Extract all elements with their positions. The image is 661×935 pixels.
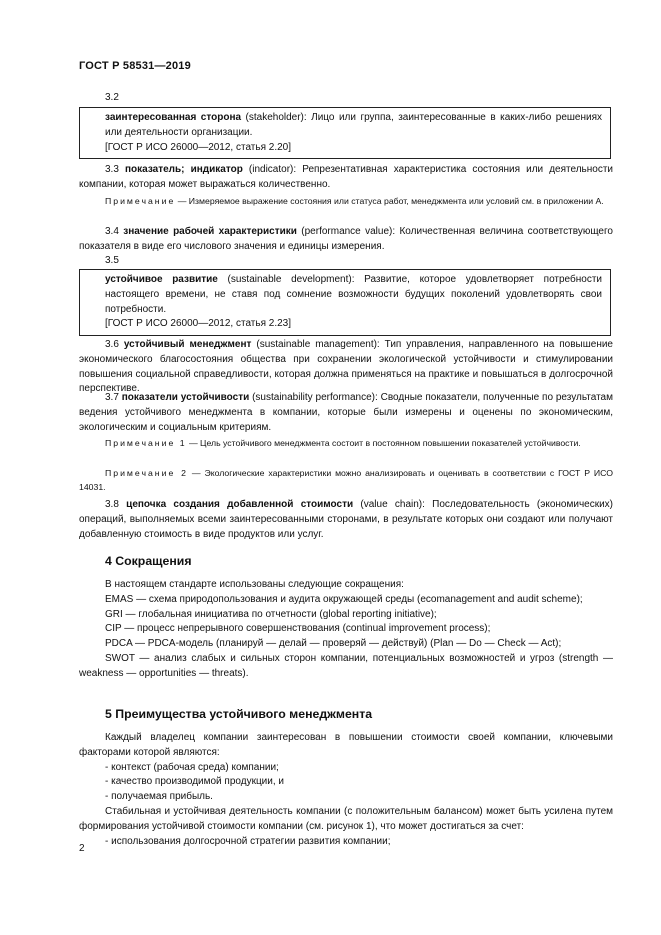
term-title: показатель; индикатор <box>124 164 243 175</box>
term-number: 3.3 <box>105 164 125 175</box>
term-number: 3.7 <box>105 392 122 403</box>
abbreviation-item: CIP — процесс непрерывного совершенствования (continual improvement process); <box>105 623 491 635</box>
term-number: 3.2 <box>105 92 119 103</box>
term-title: показатели устойчивости <box>121 392 250 403</box>
term-3-7 <box>79 391 613 435</box>
term-3-8 <box>79 498 613 542</box>
term-reference: [ГОСТ Р ИСО 26000—2012, статья 2.20] <box>105 141 292 153</box>
term-box-3-2 <box>79 107 611 159</box>
paragraph: Стабильная и устойчивая деятельность компании (с положительным балансом) может быть усилена путем формирования устойчивой стоимости компании (см. рисунок 1), что может достигаться за счет: <box>79 805 613 832</box>
note-3-3 <box>79 195 613 209</box>
term-definition: (sustainability performance): Сводные показатели, полученные по результатам ведения устойчивого менеджмента в компании, которые были измерены и оценены по экономическим, экологическим и социальным критериям. <box>79 392 613 433</box>
abbreviation-item: GRI — глобальная инициатива по отчетности (global reporting initiative); <box>105 608 437 620</box>
note-3-7-2 <box>79 467 613 494</box>
list-item: - контекст (рабочая среда) компании; <box>105 761 279 773</box>
term-title: устойчивый менеджмент <box>123 339 252 350</box>
list-item: - использования долгосрочной стратегии развития компании; <box>105 835 391 847</box>
note-label: Примечание 1 <box>105 438 187 448</box>
abbreviation-item: SWOT — анализ слабых и сильных сторон компании, потенциальных возможностей и угроз (strength — weakness — opportunities — threats). <box>79 652 613 679</box>
note-label: Примечание 2 <box>105 468 188 478</box>
term-3-3 <box>79 163 613 193</box>
term-definition: (value chain): Последовательность (экономических) операций, выполняемых всеми заинтересованными сторонами, в результате которых они создают или получают добавленную стоимость в виде продуктов или услуг. <box>79 499 614 540</box>
paragraph: Каждый владелец компании заинтересован в повышении стоимости своей компании, ключевыми факторами которой являются: <box>79 732 613 758</box>
term-reference: [ГОСТ Р ИСО 26000—2012, статья 2.23] <box>105 318 292 330</box>
term-definition: (indicator): Репрезентативная характеристика состояния или деятельности компании, которая может выражаться количественно. <box>79 164 613 190</box>
abbreviation-item: EMAS — схема природопользования и аудита окружающей среды (ecomanagement and audit scheme); <box>105 593 583 605</box>
section-intro: В настоящем стандарте использованы следующие сокращения: <box>105 579 404 590</box>
note-label: Примечание <box>105 196 176 206</box>
term-3-4 <box>79 225 613 255</box>
term-definition: (sustainable development): Развитие, которое удовлетворяет потребности настоящего времени, не ставя под сомнение возможности будущих поколений удовлетворять свои потребности. <box>105 274 602 315</box>
note-text: — Экологические характеристики можно анализировать и оценивать в соответствии с ГОСТ Р ИСО 14031. <box>79 468 613 492</box>
term-title: цепочка создания добавленной стоимости <box>126 499 354 510</box>
section-4-body <box>79 578 613 682</box>
term-number: 3.4 <box>105 226 124 237</box>
document-header: ГОСТ Р 58531—2019 <box>79 60 191 72</box>
term-definition: (sustainable management): Тип управления, направленного на повышение экономического благосостояния общества при сохранении экологической устойчивости и стимулировании повышения социальной справедливости, которая должна применяться на практике и повышаться в долгосрочной перспективе. <box>79 339 613 395</box>
abbreviation-item: PDCA — PDCA-модель (планируй — делай — проверяй — действуй) (Plan — Do — Check — Act); <box>105 638 562 650</box>
note-text: — Цель устойчивого менеджмента состоит в постоянном повышении показателей устойчивости. <box>186 438 581 448</box>
term-title: устойчивое развитие <box>105 274 218 285</box>
note-text: — Измеряемое выражение состояния или статуса работ, менеджмента или условий см. в приложении А. <box>175 196 604 206</box>
term-definition: (stakeholder): Лицо или группа, заинтересованные в каких-либо решениях или деятельности организации. <box>105 112 602 138</box>
list-item: - получаемая прибыль. <box>105 791 213 803</box>
section-heading-4: 4 Сокращения <box>105 554 192 568</box>
term-title: значение рабочей характеристики <box>123 226 297 237</box>
term-definition: (performance value): Количественная величина соответствующего показателя в виде его числового значения и единицы измерения. <box>79 226 613 252</box>
term-box-3-5 <box>79 269 611 336</box>
term-title: заинтересованная сторона <box>105 112 242 123</box>
term-3-6 <box>79 338 613 397</box>
note-3-7-1 <box>79 437 613 451</box>
section-5-body <box>79 731 613 849</box>
term-number: 3.6 <box>105 339 124 350</box>
term-number: 3.8 <box>105 499 127 510</box>
page-number: 2 <box>79 843 85 854</box>
section-heading-5: 5 Преимущества устойчивого менеджмента <box>105 707 373 721</box>
term-number: 3.5 <box>105 255 119 266</box>
list-item: - качество производимой продукции, и <box>105 776 284 788</box>
